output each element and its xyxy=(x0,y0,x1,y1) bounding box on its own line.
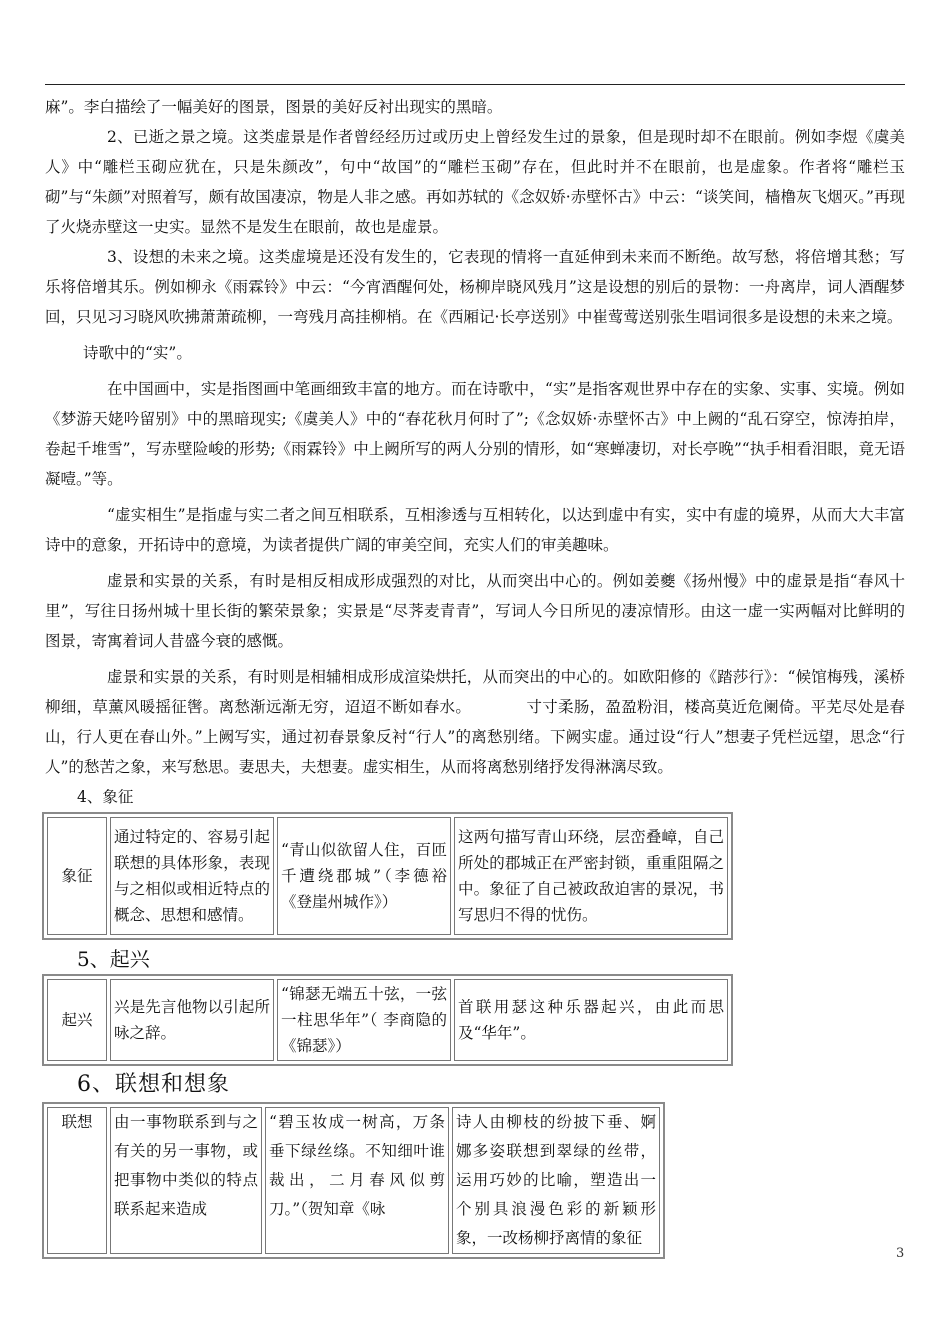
table-symbol xyxy=(42,812,733,940)
heading-symbol: 4、象征 xyxy=(77,788,134,806)
page-content xyxy=(45,92,905,1259)
example-cell: “碧玉妆成一树高，万条垂下绿丝绦。不知细叶谁裁出，二月春风似剪刀。”（贺知章《咏 xyxy=(265,1107,449,1254)
paragraph-future-scene: 3、设想的未来之境。这类虚境是还没有发生的，它表现的情将一直延伸到未来而不断绝。故写愁，将倍增其愁；写乐将倍增其乐。例如柳永《雨霖铃》中云：“今宵酒醒何处，杨柳岸晓风残月”这是设想的别后的景物：一舟离岸，词人酒醒梦回，只见习习晓风吹拂萧萧疏柳，一弯残月高挂柳梢。在《西厢记·长亭送别》中崔莺莺送别张生唱词很多是设想的未来之境。 xyxy=(45,248,905,326)
table-xing xyxy=(42,974,733,1066)
paragraph-xushi-xiangsheng: “虚实相生”是指虚与实二者之间互相联系，互相渗透与互相转化，以达到虚中有实，实中有虚的境界，从而大大丰富诗中的意象，开拓诗中的意境，为读者提供广阔的审美空间，充实人们的审美趣味。 xyxy=(45,506,905,554)
table-association xyxy=(42,1102,665,1259)
paragraph-real-definition: 在中国画中，实是指图画中笔画细致丰富的地方。而在诗歌中，“实”是指客观世界中存在的实象、实事、实境。例如《梦游天姥吟留别》中的黑暗现实;《虞美人》中的“春花秋月何时了”;《念奴娇·赤壁怀古》中上阙的“乱石穿空，惊涛拍岸，卷起千堆雪”，写赤壁险峻的形势;《雨霖铃》中上阙所写的两人分别的情形，如“寒蝉凄切，对长亭晚”“执手相看泪眼，竟无语凝噎。”等。 xyxy=(45,380,905,488)
paragraph-complement: 虚景和实景的关系，有时则是相辅相成形成渲染烘托，从而突出的中心的。如欧阳修的《踏莎行》：“候馆梅残，溪桥柳细，草薰风暖摇征辔。离愁渐远渐无穷，迢迢不断如春水。 寸寸柔肠，盈盈粉泪，楼高莫近危阑倚。平芜尽处是春山，行人更在春山外。”上阙写实，通过初春景象反衬“行人”的离愁别绪。下阙实虚。通过设“行人”想妻子凭栏远望，思念“行人”的愁苦之象，来写愁思。妻思夫，夫想妻。虚实相生，从而将离愁别绪抒发得淋漓尽致。 xyxy=(45,668,905,776)
page-number: 3 xyxy=(896,1246,905,1261)
definition-cell: 兴是先言他物以引起所咏之辞。 xyxy=(110,979,274,1061)
analysis-cell: 这两句描写青山环绕，层峦叠嶂，自己所处的郡城正在严密封锁，重重阻隔之中。象征了自己被政敌迫害的景况，书写思归不得的忧伤。 xyxy=(454,817,728,935)
heading-xing: 5、起兴 xyxy=(77,947,150,971)
header-rule xyxy=(45,84,905,85)
term-cell: 象征 xyxy=(47,817,107,935)
table-row xyxy=(47,1107,660,1254)
analysis-cell: 首联用瑟这种乐器起兴，由此而思及“华年”。 xyxy=(454,979,728,1061)
table-row xyxy=(47,979,728,1061)
table-row xyxy=(47,817,728,935)
subheading-real: 诗歌中的“实”。 xyxy=(83,344,192,362)
definition-cell: 由一事物联系到与之有关的另一事物，或把事物中类似的特点联系起来造成 xyxy=(110,1107,262,1254)
term-cell: 起兴 xyxy=(47,979,107,1061)
paragraph-past-scene: 2、已逝之景之境。这类虚景是作者曾经经历过或历史上曾经发生过的景象，但是现时却不在眼前。例如李煜《虞美人》中“雕栏玉砌应犹在，只是朱颜改”，句中“故国”的“雕栏玉砌”存在，但此时并不在眼前，也是虚象。作者将“雕栏玉砌”与“朱颜”对照着写，颇有故国凄凉，物是人非之感。再如苏轼的《念奴娇·赤壁怀古》中云：“谈笑间，樯橹灰飞烟灭。”再现了火烧赤壁这一史实。显然不是发生在眼前，故也是虚景。 xyxy=(45,128,905,236)
heading-association: 6、联想和想象 xyxy=(77,1072,230,1097)
example-cell: “锦瑟无端五十弦，一弦一柱思华年”（ 李商隐的《锦瑟》） xyxy=(277,979,451,1061)
definition-cell: 通过特定的、容易引起联想的具体形象，表现与之相似或相近特点的概念、思想和感情。 xyxy=(110,817,274,935)
paragraph-continuation: 麻”。李白描绘了一幅美好的图景，图景的美好反衬出现实的黑暗。 xyxy=(45,98,503,116)
example-cell: “青山似欲留人住，百匝千遭绕郡城”（李德裕《登崖州城作》） xyxy=(277,817,451,935)
analysis-cell: 诗人由柳枝的纷披下垂、婀娜多姿联想到翠绿的丝带，运用巧妙的比喻，塑造出一个别具浪漫色彩的新颖形象，一改杨柳抒离情的象征 xyxy=(452,1107,660,1254)
term-cell: 联想 xyxy=(47,1107,107,1254)
paragraph-contrast: 虚景和实景的关系，有时是相反相成形成强烈的对比，从而突出中心的。例如姜夔《扬州慢》中的虚景是指“春风十里”，写往日扬州城十里长街的繁荣景象；实景是“尽荠麦青青”，写词人今日所见的凄凉情形。由这一虚一实两幅对比鲜明的图景，寄寓着词人昔盛今衰的感慨。 xyxy=(45,572,905,650)
